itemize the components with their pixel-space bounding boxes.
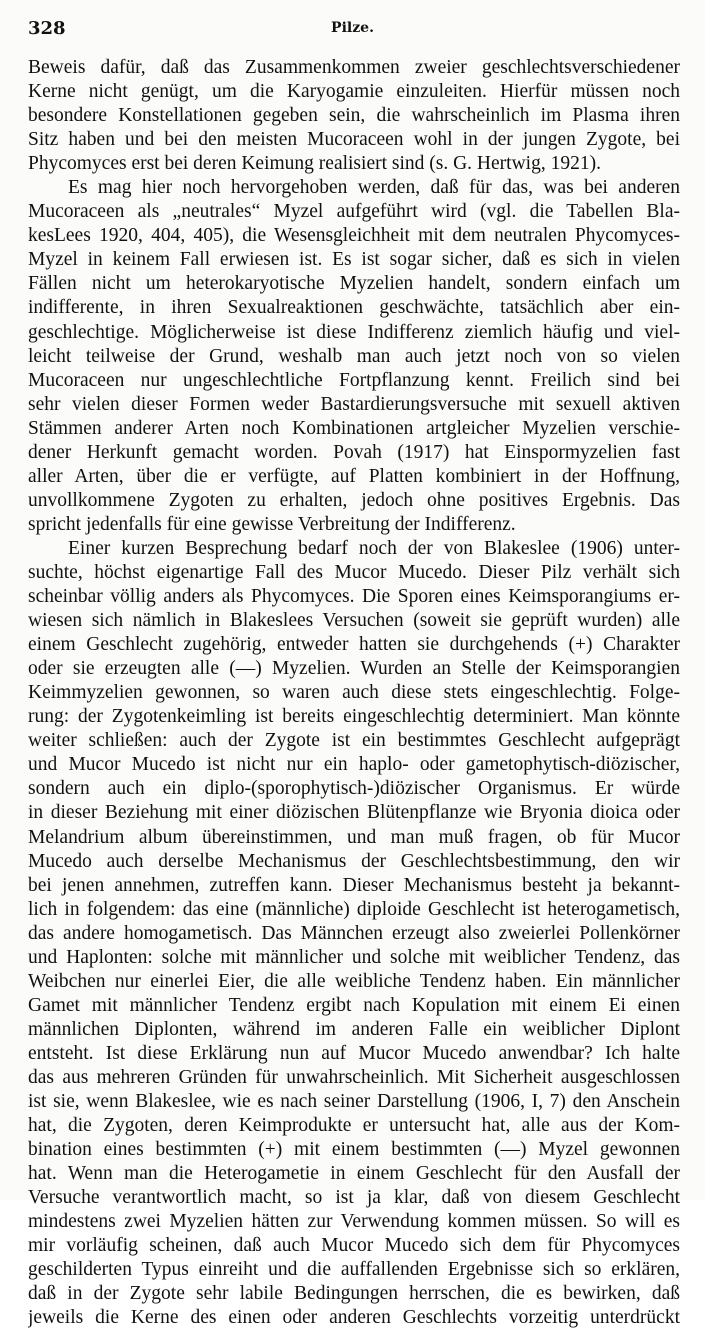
text-line: leicht teilweise der Grund, weshalb man auch jetzt noch von so vielen	[28, 345, 680, 367]
text-line: rung: der Zygotenkeimling ist bereits eingeschlechtig determiniert. Man könnte	[28, 706, 680, 728]
text-line: indifferente, in ihren Sexualreaktionen geschwächte, tatsächlich aber ein-	[28, 297, 680, 319]
text-line: Mucedo auch derselbe Mechanismus der Geschlechtsbestimmung, den wir	[28, 850, 680, 872]
text-line: sondern auch ein diplo-(sporophytisch-)diözischer Organismus. Er würde	[28, 778, 680, 800]
text-line: männlichen Diplonten, während im anderen Falle ein weiblicher Diplont	[28, 1018, 680, 1040]
text-line: lich in folgendem: das eine (männliche) diploide Geschlecht ist heterogametisch,	[28, 898, 680, 920]
text-line: jeweils die Kerne des einen oder anderen Geschlechts vorzeitig unterdrückt	[28, 1307, 680, 1329]
text-line: entsteht. Ist diese Erklärung nun auf Mucor Mucedo anwendbar? Ich halte	[28, 1042, 680, 1064]
text-line: ist sie, wenn Blakeslee, wie es nach seiner Darstellung (1906, I, 7) den Anschein	[28, 1091, 680, 1113]
text-line: Melandrium album übereinstimmen, und man muß fragen, ob für Mucor	[28, 826, 680, 848]
text-line: Fällen nicht um heterokaryotische Myzelien handelt, sondern einfach um	[28, 273, 680, 295]
running-head: Pilze.	[331, 20, 374, 36]
text-line: Beweis dafür, daß das Zusammenkommen zweier geschlechtsverschiedener	[28, 57, 680, 78]
text-line: Gamet mit männlicher Tendenz ergibt nach Kopulation mit einem Ei einen	[28, 994, 680, 1016]
text-line: Versuche verantwortlich macht, so ist ja klar, daß von diesem Geschlecht	[28, 1187, 680, 1209]
text-line: kesLees 1920, 404, 405), die Wesensgleichheit mit dem neutralen Phycomyces-	[28, 225, 680, 247]
text-line: Kerne nicht genügt, um die Karyogamie einzuleiten. Hierfür müssen noch	[28, 81, 680, 103]
text-line: das andere homogametisch. Das Männchen erzeugt also zweierlei Pollenkörner	[28, 922, 680, 944]
text-line: suchte, höchst eigenartige Fall des Mucor Mucedo. Dieser Pilz verhält sich	[28, 561, 680, 583]
text-line: dener Herkunft gemacht worden. Povah (1917) hat Einspormyzelien fast	[28, 441, 680, 463]
text-line: und Mucor Mucedo ist nicht nur ein haplo- oder gametophytisch-diözischer,	[28, 754, 680, 776]
text-line: daß in der Zygote sehr labile Bedingungen herrschen, die es bewirken, daß	[28, 1283, 680, 1305]
text-line: hat, die Zygoten, deren Keimprodukte er untersucht hat, alle aus der Kom-	[28, 1115, 680, 1137]
text-line: Phycomyces erst bei deren Keimung realisiert sind (s. G. Hertwig, 1921).	[28, 153, 601, 175]
text-line: Mucoraceen als „neutrales“ Myzel aufgeführt wird (vgl. die Tabellen Bla-	[28, 201, 680, 223]
text-line: unvollkommene Zygoten zu erhalten, jedoch ohne positives Ergebnis. Das	[28, 489, 680, 511]
text-line: spricht jedenfalls für eine gewisse Verbreitung der Indifferenz.	[28, 513, 516, 535]
text-line: Es mag hier noch hervorgehoben werden, daß für das, was bei anderen	[68, 177, 680, 199]
text-line: aller Arten, über die er verfügte, auf Platten kombiniert in der Hoffnung,	[28, 465, 680, 487]
text-line: einem Geschlecht zugehörig, entweder hatten sie durchgehends (+) Charakter	[28, 634, 680, 656]
text-line: weiter schließen: auch der Zygote ist ein bestimmtes Geschlecht aufgeprägt	[28, 730, 680, 752]
text-line: mindestens zwei Myzelien hätten zur Verwendung kommen müssen. So will es	[28, 1211, 680, 1233]
text-line: in dieser Beziehung mit einer diözischen Blütenpflanze wie Bryonia dioica oder	[28, 802, 680, 824]
text-line: oder sie erzeugten alle (—) Myzelien. Wurden an Stelle der Keimsporangien	[28, 658, 680, 680]
text-line: bei jenen annehmen, zutreffen kann. Dieser Mechanismus besteht ja bekannt-	[28, 874, 680, 896]
page-header	[28, 18, 677, 42]
text-line: hat. Wenn man die Heterogametie in einem Geschlecht für den Ausfall der	[28, 1163, 680, 1185]
text-line: Einer kurzen Besprechung bedarf noch der von Blakeslee (1906) unter-	[68, 537, 680, 559]
text-line: Stämmen anderer Arten noch Kombinationen artgleicher Myzelien verschie-	[28, 417, 680, 439]
text-line: bination eines bestimmten (+) mit einem bestimmten (—) Myzel gewonnen	[28, 1139, 680, 1161]
text-line: besondere Konstellationen gegeben sein, die wahrscheinlich im Plasma ihren	[28, 105, 680, 127]
text-line: Mucoraceen nur ungeschlechtliche Fortpflanzung kennt. Freilich sind bei	[28, 369, 680, 391]
text-line: mir vorläufig scheinen, daß auch Mucor Mucedo sich dem für Phycomyces	[28, 1235, 680, 1257]
body-text	[28, 56, 680, 1330]
page-number: 328	[28, 18, 66, 39]
text-line: wiesen sich nämlich in Blakeslees Versuchen (soweit sie geprüft wurden) alle	[28, 610, 680, 632]
text-line: Sitz haben und bei den meisten Mucoraceen wohl in der jungen Zygote, bei	[28, 129, 680, 151]
text-line: geschilderten Typus einreiht und die auffallenden Ergebnisse sich so erklären,	[28, 1259, 680, 1281]
text-line: und Haplonten: solche mit männlicher und solche mit weiblicher Tendenz, das	[28, 946, 680, 968]
text-line: Myzel in keinem Fall erwiesen ist. Es ist sogar sicher, daß es sich in vielen	[28, 249, 680, 271]
text-line: scheinbar völlig anders als Phycomyces. Die Sporen eines Keimsporangiums er-	[28, 586, 680, 608]
text-line: Weibchen nur einerlei Eier, die alle weibliche Tendenz haben. Ein männlicher	[28, 970, 680, 992]
text-line: Keimmyzelien gewonnen, so waren auch diese stets eingeschlechtig. Folge-	[28, 682, 680, 704]
text-line: geschlechtige. Möglicherweise ist diese Indifferenz ziemlich häufig und viel-	[28, 321, 680, 343]
text-line: sehr vielen dieser Formen weder Bastardierungsversuche mit sexuell aktiven	[28, 393, 680, 415]
text-line: das aus mehreren Gründen für unwahrscheinlich. Mit Sicherheit ausgeschlossen	[28, 1066, 680, 1088]
